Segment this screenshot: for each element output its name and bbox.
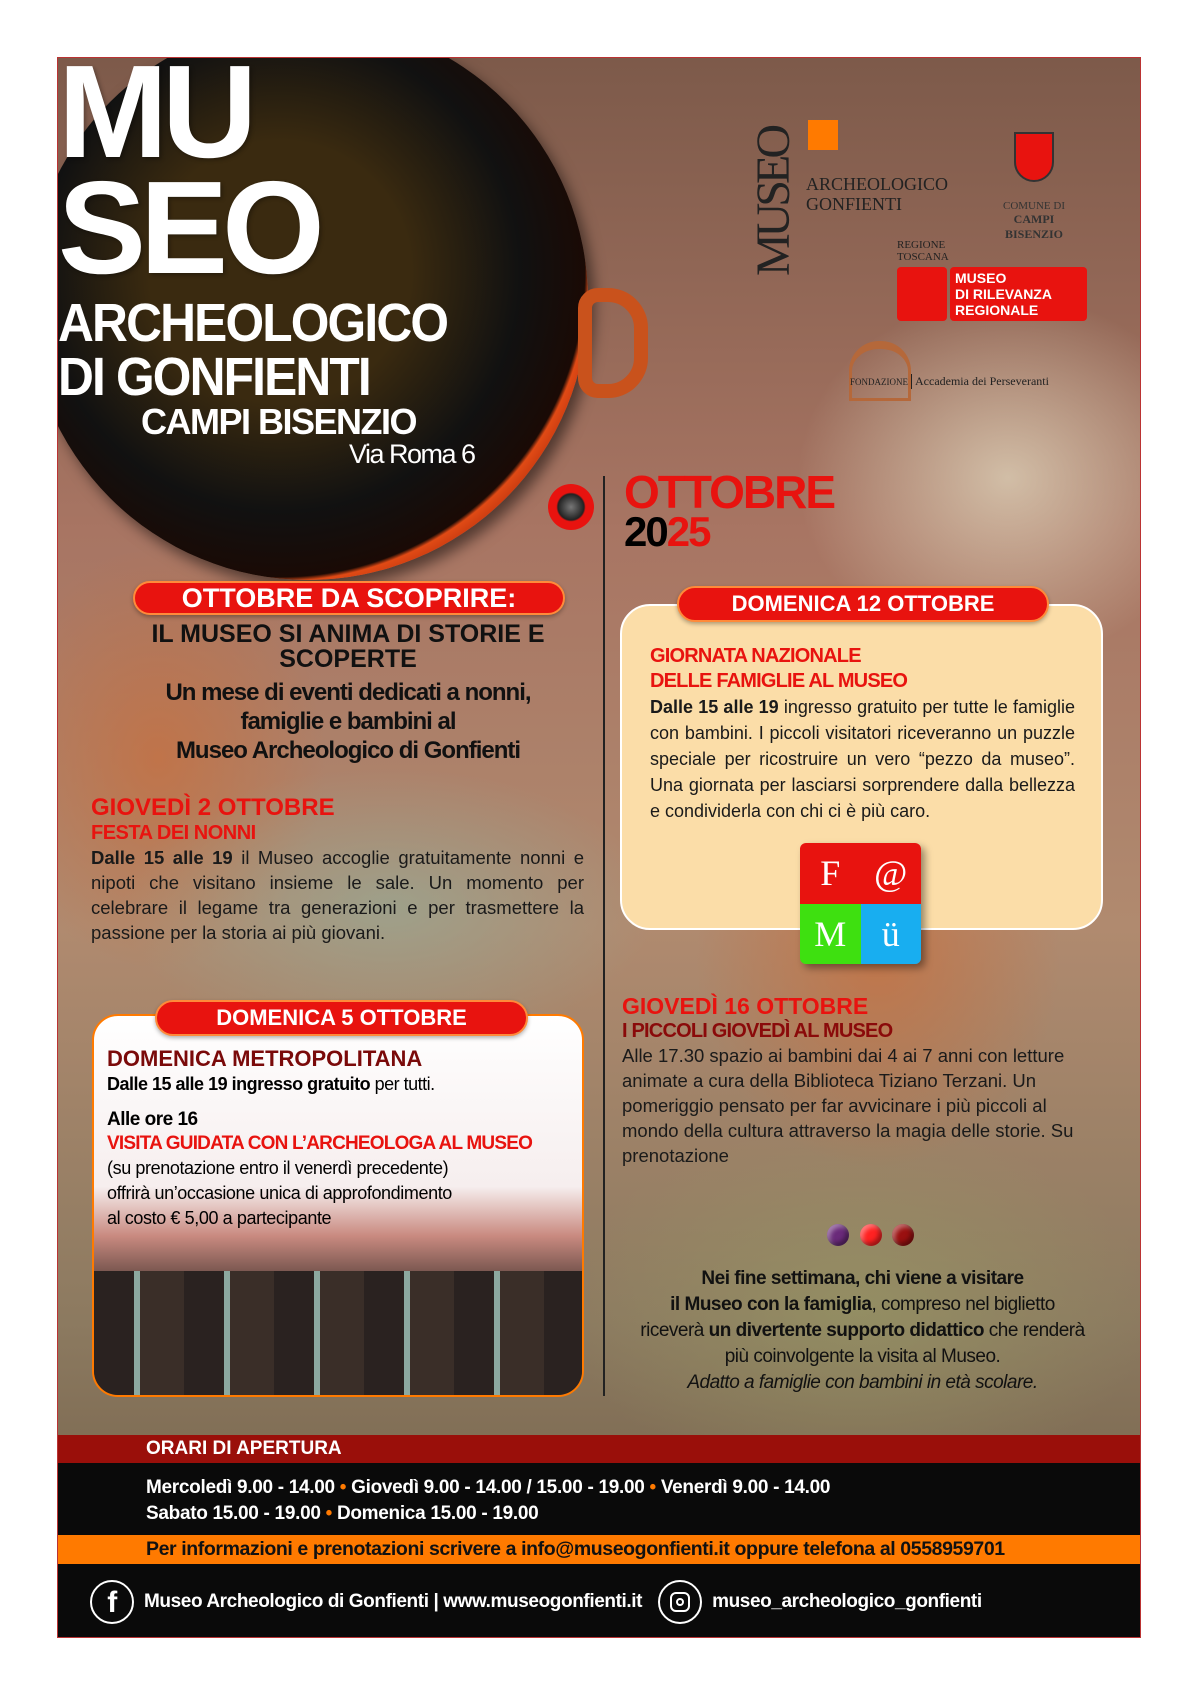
title-mu: MU — [58, 57, 252, 185]
hours-title-bar: ORARI DI APERTURA — [58, 1435, 1141, 1463]
title-seo: SEO — [58, 154, 319, 301]
month-year: 2025 — [624, 508, 710, 555]
intro-pill: OTTOBRE DA SCOPRIRE: — [133, 581, 565, 615]
social-bar — [58, 1564, 1141, 1638]
regione-toscana-logo: REGIONE TOSCANA MUSEO DI RILEVANZA REGIONALE — [897, 239, 1087, 321]
facebook-icon[interactable]: f — [90, 1580, 134, 1624]
event-5-box: DOMENICA METROPOLITANA Dalle 15 alle 19 ingresso gratuito per tutti. Alle ore 16 VISITA GUIDATA CON L’ARCHEOLOGA AL MUSEO (su prenotazione entro il venerdì precedente) offrirà un’occasione unica di approfondimento al costo € 5,00 a partecipante — [92, 1014, 584, 1397]
month-dot-icon — [548, 484, 594, 530]
event-16-october: GIOVEDÌ 16 OTTOBRE I PICCOLI GIOVEDÌ AL MUSEO Alle 17.30 spazio ai bambini dai 4 ai 7 anni con letture animate a cura della Biblioteca Tiziano Terzani. Un pomeriggio pensato per far avvicinare i più piccoli al mondo della cultura attraverso la magia delle storie. Su prenotazione — [622, 993, 1074, 1166]
title-archeologico: ARCHEOLOGICO — [58, 293, 448, 353]
facebook-link[interactable]: Museo Archeologico di Gonfienti | www.museogonfienti.it — [144, 1590, 643, 1612]
intro-headline: IL MUSEO SI ANIMA DI STORIE E SCOPERTE — [151, 620, 545, 673]
red-dot-icon — [860, 1224, 882, 1246]
famu-logo: F @ M ü — [800, 843, 921, 964]
month-name: OTTOBRE — [624, 466, 835, 518]
weekend-note: Nei fine settimana, chi viene a visitare il Museo con la famiglia, compreso nel biglietto riceverà un divertente supporto didattico che renderà più coinvolgente la visita al Museo. Adatto a famiglie con bambini in età scolare. — [640, 1268, 1085, 1393]
event-2-october: GIOVEDÌ 2 OTTOBRE FESTA DEI NONNI Dalle 15 alle 19 il Museo accoglie gratuitamente nonni e nipoti che visitano insieme le sale. Un momento per celebrare il legame tra generazioni e per trasmettere la passione per la storia ai più giovani. — [91, 794, 584, 943]
purple-dot-icon — [827, 1224, 849, 1246]
title-gonfienti: DI GONFIENTI — [58, 347, 370, 407]
fondazione-logo: FONDAZIONE Accademia dei Perseveranti — [849, 341, 1049, 401]
museo-gonfienti-logo: MUSEO ARCHEOLOGICO GONFIENTI — [746, 120, 976, 235]
city: CAMPI BISENZIO — [141, 401, 417, 442]
hours-list: Mercoledì 9.00 - 14.00 • Giovedì 9.00 - 14.00 / 15.00 - 19.00 • Venerdì 9.00 - 14.00 Sabato 15.00 - 19.00 • Domenica 15.00 - 19.00 — [58, 1463, 1141, 1535]
event-12-box: GIORNATA NAZIONALE DELLE FAMIGLIE AL MUSEO Dalle 15 alle 19 ingresso gratuito per tutte le famiglie con bambini. I piccoli visitatori riceveranno un puzzle speciale per ricostruire un vero “pezzo da museo”. Una giornata per lasciarsi sorprendere dalla bellezza e condividerla con chi ci è più caro. — [620, 604, 1103, 930]
event-12-pill: DOMENICA 12 OTTOBRE — [677, 586, 1049, 622]
contact-info: Per informazioni e prenotazioni scrivere a info@museogonfienti.it oppure telefona al 0558959701 — [58, 1535, 1141, 1564]
darkred-dot-icon — [892, 1224, 914, 1246]
comune-campi-bisenzio-crest: COMUNE DI CAMPI BISENZIO — [984, 87, 1084, 237]
address: Via Roma 6 — [349, 439, 475, 469]
event-5-pill: DOMENICA 5 OTTOBRE — [155, 1000, 528, 1036]
pegasus-icon — [897, 267, 947, 321]
column-divider — [603, 476, 605, 1396]
plate-handle — [578, 288, 648, 398]
intro-subtitle: Un mese di eventi dedicati a nonni, famiglie e bambini al Museo Archeologico di Gonfienti — [165, 679, 531, 764]
poster — [57, 57, 1141, 1638]
museum-interior-photo — [94, 1271, 582, 1397]
instagram-link[interactable]: museo_archeologico_gonfienti — [712, 1590, 982, 1612]
instagram-icon[interactable] — [658, 1580, 702, 1624]
